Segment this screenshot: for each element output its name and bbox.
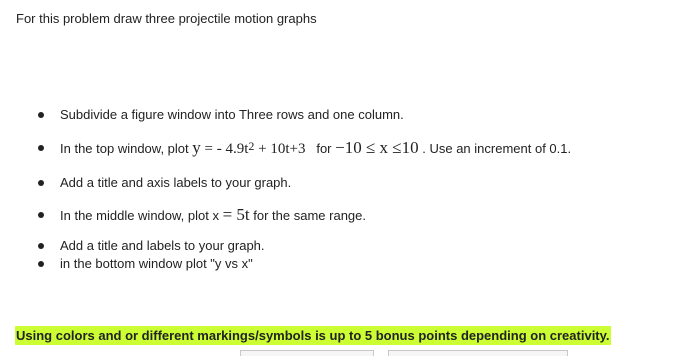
bullet-icon — [38, 180, 44, 186]
bullet-icon — [38, 243, 44, 249]
instruction-top-plot — [60, 140, 571, 157]
bullet-icon — [38, 112, 44, 118]
instruction-middle-plot — [60, 207, 366, 224]
for-label: for — [316, 141, 332, 156]
bullet-icon — [38, 261, 44, 267]
equation-lhs: y — [192, 138, 201, 157]
instruction-suffix: for the same range. — [249, 208, 366, 223]
bonus-note: Using colors and or different markings/symbols is up to 5 bonus points depending on creativity. — [16, 328, 610, 343]
instruction-title-labels-2: Add a title and labels to your graph. — [60, 238, 265, 253]
bullet-icon — [38, 212, 44, 218]
equation-tail: + 10t+3 — [254, 141, 306, 157]
bullet-icon — [38, 145, 44, 151]
increment-note: . Use an increment of 0.1. — [422, 141, 572, 156]
instruction-bottom-plot: in the bottom window plot "y vs x" — [60, 256, 253, 271]
equation-mid: = - 4.9t — [200, 141, 249, 157]
range-expression: −10 ≤ x ≤10 — [335, 138, 419, 157]
button-stub-right[interactable] — [388, 350, 568, 356]
instruction-title-labels: Add a title and axis labels to your graph. — [60, 175, 292, 190]
equation-x: = 5t — [222, 205, 250, 224]
instruction-prefix: In the middle window, plot x — [60, 208, 223, 223]
instruction-subdivide: Subdivide a figure window into Three rows and one column. — [60, 107, 404, 122]
intro-text: For this problem draw three projectile motion graphs — [16, 11, 317, 26]
instruction-prefix: In the top window, plot — [60, 141, 193, 156]
equation-exponent: 2 — [248, 139, 255, 153]
button-stub-left[interactable] — [240, 350, 374, 356]
